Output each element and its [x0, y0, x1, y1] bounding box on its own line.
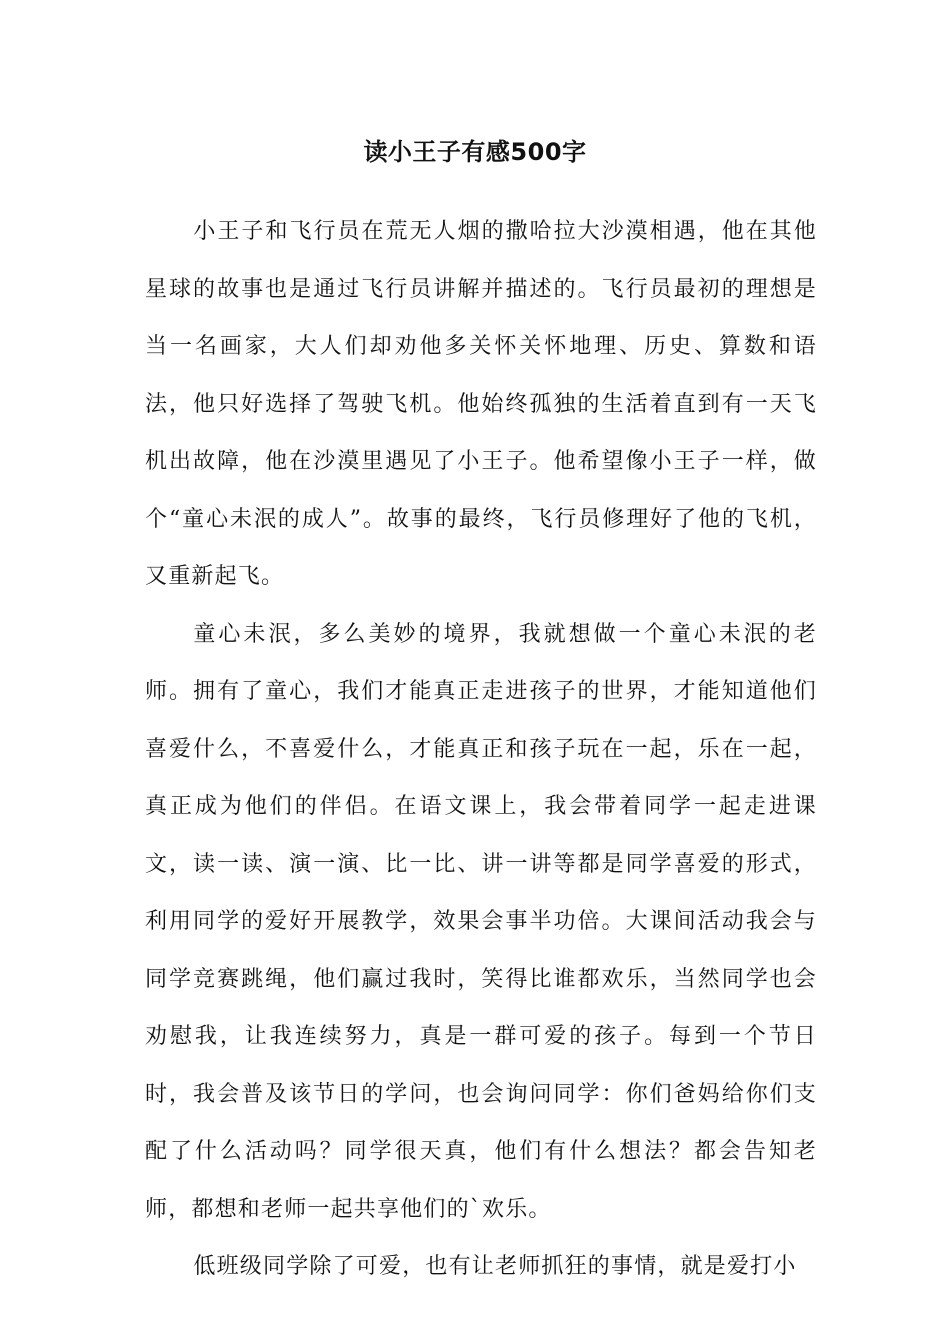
paragraph-1: 小王子和飞行员在荒无人烟的撒哈拉大沙漠相遇，他在其他星球的故事也是通过飞行员讲解并描述的。飞行员最初的理想是当一名画家，大人们却劝他多关怀关怀地理、历史、算数和语法，他只好选择了驾驶飞机。他始终孤独的生活着直到有一天飞机出故障，他在沙漠里遇见了小王子。他希望像小王子一样，做个“童心未泯的成人”。故事的最终，飞行员修理好了他的飞机，又重新起飞。	[145, 219, 817, 589]
paragraph-2: 童心未泯，多么美妙的境界，我就想做一个童心未泯的老师。拥有了童心，我们才能真正走进孩子的世界，才能知道他们喜爱什么，不喜爱什么，才能真正和孩子玩在一起，乐在一起，真正成为他们的伴侣。在语文课上，我会带着同学一起走进课文，读一读、演一演、比一比、讲一讲等都是同学喜爱的形式，利用同学的爱好开展教学，效果会事半功倍。大课间活动我会与同学竞赛跳绳，他们赢过我时，笑得比谁都欢乐，当然同学也会劝慰我，让我连续努力，真是一群可爱的孩子。每到一个节日时，我会普及该节日的学问，也会询问同学：你们爸妈给你们支配了什么活动吗？同学很天真，他们有什么想法？都会告知老师，都想和老师一起共享他们的`欢乐。	[145, 621, 817, 1222]
paragraph-3: 低班级同学除了可爱，也有让老师抓狂的事情，就是爱打小	[193, 1254, 797, 1279]
document-title: 读小王子有感500字	[363, 138, 587, 166]
document-body	[145, 203, 817, 1296]
